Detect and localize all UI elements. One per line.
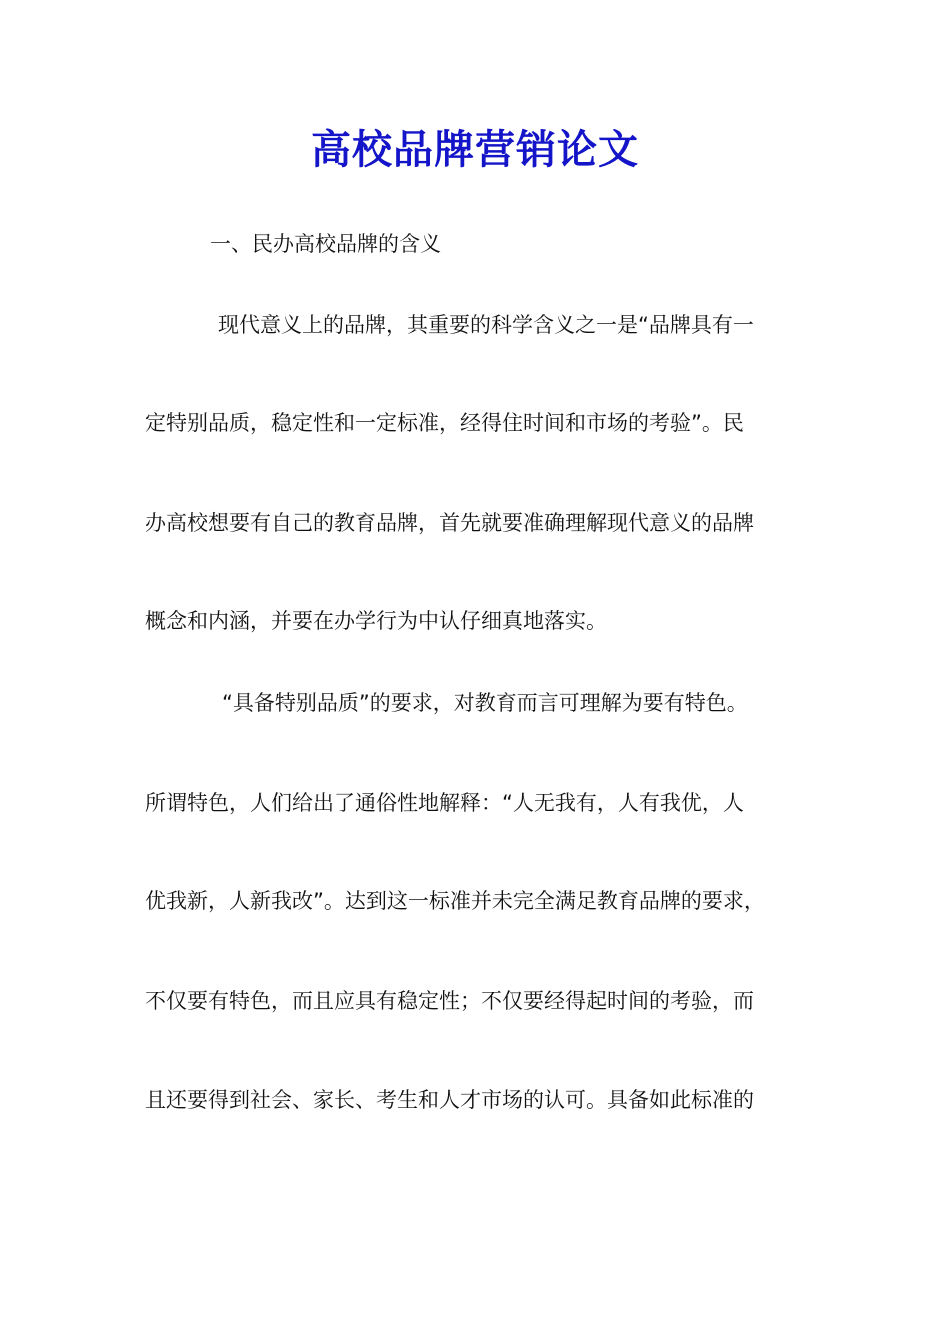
paragraph-line: 优我新，人新我改”。达到这一标准并未完全满足教育品牌的要求， (145, 889, 765, 913)
paragraph-line: 办高校想要有自己的教育品牌，首先就要准确理解现代意义的品牌 (145, 511, 754, 535)
paragraph-line: 概念和内涵，并要在办学行为中认仔细真地落实。 (145, 609, 607, 633)
paragraph-line: “具备特别品质”的要求，对教育而言可理解为要有特色。 (222, 691, 748, 715)
section-heading: 一、民办高校品牌的含义 (210, 232, 441, 256)
paragraph-line: 且还要得到社会、家长、考生和人才市场的认可。具备如此标准的 (145, 1088, 754, 1112)
document-title: 高校品牌营销论文 (311, 126, 639, 173)
paragraph-line: 定特别品质，稳定性和一定标准，经得住时间和市场的考验”。民 (145, 411, 744, 435)
paragraph-line: 不仅要有特色，而且应具有稳定性；不仅要经得起时间的考验，而 (145, 989, 754, 1013)
paragraph-line: 所谓特色，人们给出了通俗性地解释：“人无我有，人有我优，人 (145, 791, 744, 815)
paragraph-line: 现代意义上的品牌，其重要的科学含义之一是“品牌具有一 (218, 313, 754, 337)
